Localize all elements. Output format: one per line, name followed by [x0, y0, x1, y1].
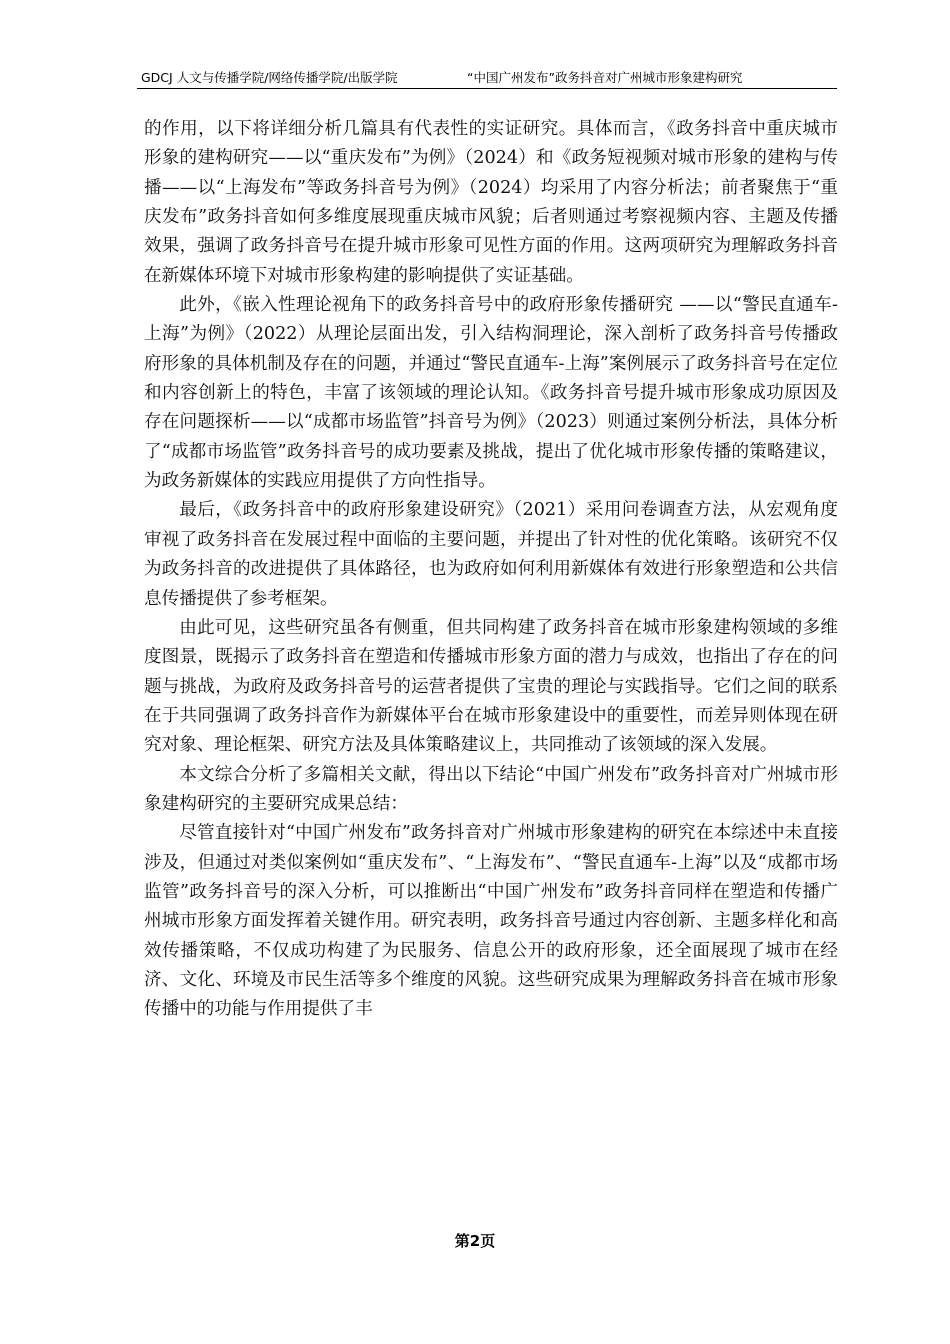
paragraph: 最后，《政务抖音中的政府形象建设研究》（2021）采用问卷调查方法，从宏观角度审视了政务抖音在发展过程中面临的主要问题，并提出了针对性的优化策略。该研究不仅为政务抖音的改进提供了具体路径，也为政府如何利用新媒体有效进行形象塑造和公共信息传播提供了参考框架。 — [144, 500, 838, 609]
header-title: “中国广州发布”政务抖音对广州城市形象建构研究 — [467, 70, 743, 85]
header-institution: GDCJ 人文与传播学院/网络传播学院/出版学院 — [141, 70, 398, 85]
page-number: 第2页 — [454, 1232, 496, 1250]
running-header — [137, 66, 837, 89]
paragraph: 本文综合分析了多篇相关文献，得出以下结论“中国广州发布”政务抖音对广州城市形象建构研究的主要研究成果总结： — [144, 764, 838, 814]
paragraph: 由此可见，这些研究虽各有侧重，但共同构建了政务抖音在城市形象建构领域的多维度图景，既揭示了政务抖音在塑造和传播城市形象方面的潜力与成效，也指出了存在的问题与挑战，为政府及政务抖音号的运营者提供了宝贵的理论与实践指导。它们之间的联系在于共同强调了政务抖音作为新媒体平台在城市形象建设中的重要性，而差异则体现在研究对象、理论框架、研究方法及具体策略建议上，共同推动了该领域的深入发展。 — [144, 617, 838, 756]
body-text — [144, 115, 838, 1025]
paragraph: 的作用，以下将详细分析几篇具有代表性的实证研究。具体而言，《政务抖音中重庆城市形象的建构研究——以“重庆发布”为例》（2024）和《政务短视频对城市形象的建构与传播——以“上海发布”等政务抖音号为例》（2024）均采用了内容分析法；前者聚焦于“重庆发布”政务抖音如何多维度展现重庆城市风貌；后者则通过考察视频内容、主题及传播效果，强调了政务抖音号在提升城市形象可见性方面的作用。这两项研究为理解政务抖音在新媒体环境下对城市形象构建的影响提供了实证基础。 — [144, 119, 838, 286]
paragraph: 此外，《嵌入性理论视角下的政务抖音号中的政府形象传播研究 ——以“警民直通车-上海”为例》（2022）从理论层面出发，引入结构洞理论，深入剖析了政务抖音号传播政府形象的具体机制及存在的问题，并通过“警民直通车-上海”案例展示了政务抖音号在定位和内容创新上的特色，丰富了该领域的理论认知。《政务抖音号提升城市形象成功原因及存在问题探析——以“成都市场监管”抖音号为例》（2023）则通过案例分析法，具体分析了“成都市场监管”政务抖音号的成功要素及挑战，提出了优化城市形象传播的策略建议，为政务新媒体的实践应用提供了方向性指导。 — [144, 295, 838, 492]
paragraph: 尽管直接针对“中国广州发布”政务抖音对广州城市形象建构的研究在本综述中未直接涉及，但通过对类似案例如“重庆发布”、“上海发布”、“警民直通车-上海”以及“成都市场监管”政务抖音号的深入分析，可以推断出“中国广州发布”政务抖音同样在塑造和传播广州城市形象方面发挥着关键作用。研究表明，政务抖音号通过内容创新、主题多样化和高效传播策略，不仅成功构建了为民服务、信息公开的政府形象，还全面展现了城市在经济、文化、环境及市民生活等多个维度的风貌。这些研究成果为理解政务抖音在城市形象传播中的功能与作用提供了丰 — [144, 823, 838, 1020]
